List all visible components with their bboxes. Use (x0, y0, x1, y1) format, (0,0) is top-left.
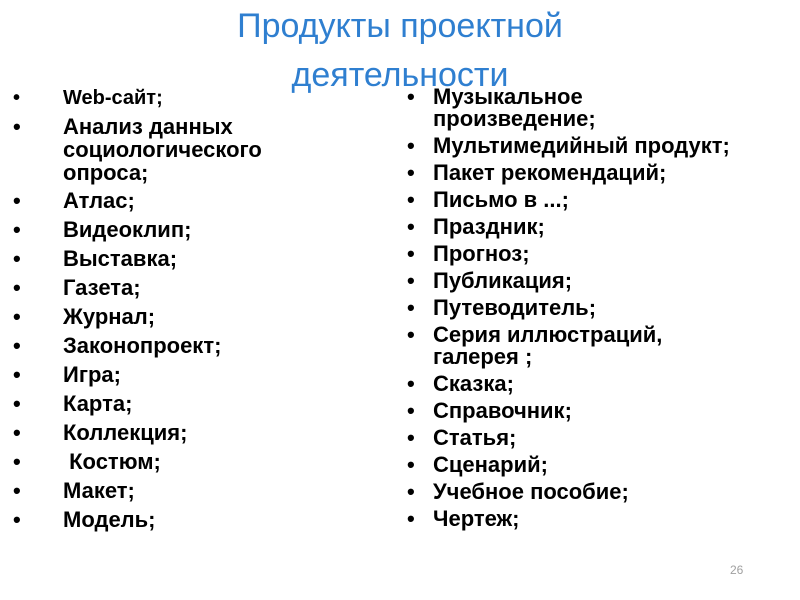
list-item: • Карта; (63, 392, 383, 416)
list-item: • Сказка; (433, 373, 793, 395)
list-item: • Сценарий; (433, 454, 793, 476)
list-item: • Атлас; (63, 189, 383, 213)
list-item: • Статья; (433, 427, 793, 449)
list-item: • Выставка; (63, 247, 383, 271)
list-item: • Игра; (63, 363, 383, 387)
list-item: • Публикация; (433, 270, 793, 292)
list-item: • Серия иллюстраций, галерея ; (433, 324, 733, 368)
list-item: • Музыкальное произведение; (433, 86, 663, 130)
list-item: • Праздник; (433, 216, 793, 238)
list-item: • Путеводитель; (433, 297, 793, 319)
slide-title-line-2: деятельности (291, 56, 509, 94)
list-item: • Мультимедийный продукт; (433, 135, 793, 157)
list-item: • Модель; (63, 508, 383, 532)
slide-title-line-1: Продукты проектной (237, 7, 563, 45)
list-item: • Пакет рекомендаций; (433, 162, 793, 184)
left-bullet-list (63, 86, 383, 537)
list-item: • Макет; (63, 479, 383, 503)
list-item: • Чертеж; (433, 508, 793, 530)
list-item: • Анализ данных социологического опроса; (63, 115, 323, 184)
list-item: • Видеоклип; (63, 218, 383, 242)
list-item: • Законопроект; (63, 334, 383, 358)
list-item: • Справочник; (433, 400, 793, 422)
list-item: • Письмо в ...; (433, 189, 793, 211)
page-number: 26 (730, 563, 744, 577)
list-item: • Журнал; (63, 305, 383, 329)
list-item: • Учебное пособие; (433, 481, 793, 503)
list-item: • Прогноз; (433, 243, 793, 265)
list-item: • Web-сайт; (63, 86, 383, 110)
list-item: • Газета; (63, 276, 383, 300)
right-bullet-list (433, 86, 793, 535)
list-item: • Костюм; (63, 450, 383, 474)
list-item: • Коллекция; (63, 421, 383, 445)
